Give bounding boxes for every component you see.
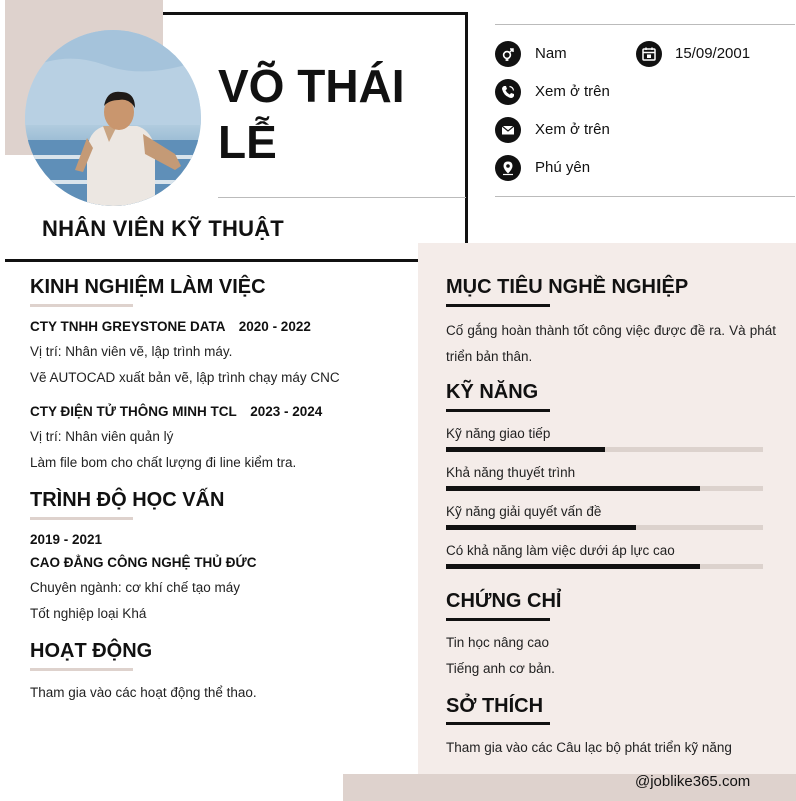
avatar [25,30,201,206]
skills-underline [446,409,550,412]
objective-underline [446,304,550,307]
contact-divider-top [495,24,795,25]
gender-value: Nam [535,45,567,62]
skills-title: KỸ NĂNG [446,381,539,403]
activities-title: HOẠT ĐỘNG [30,640,153,662]
certificate-1: Tin học nâng cao [446,635,550,650]
skill-1-fill [446,447,605,452]
name-line-1: VÕ THÁI [218,60,405,112]
header-divider [5,259,418,262]
email-icon [495,117,521,143]
education-major: Chuyên ngành: cơ khí chế tạo máy [30,580,240,595]
experience-underline [30,304,133,307]
experience-2-period: 2023 - 2024 [250,404,323,419]
name-line-2: LỄ [218,116,277,168]
experience-1-period: 2020 - 2022 [238,319,311,334]
activities-text: Tham gia vào các hoạt động thể thao. [30,685,257,700]
skill-2-fill [446,486,700,491]
hobbies-title: SỞ THÍCH [446,695,544,717]
skill-2-bar [446,486,763,491]
experience-2-description: Làm file bom cho chất lượng đi line kiểm tra. [30,455,297,470]
experience-1-description: Vẽ AUTOCAD xuất bản vẽ, lập trình chạy máy CNC [30,370,340,385]
objective-title: MỤC TIÊU NGHỀ NGHIỆP [446,276,689,298]
skill-4-fill [446,564,700,569]
phone-value: Xem ở trên [535,83,610,100]
experience-1-position: Vị trí: Nhân viên vẽ, lập trình máy. [30,344,233,359]
location-icon [495,155,521,181]
calendar-icon [636,41,662,67]
education-grade: Tốt nghiệp loại Khá [30,606,147,621]
certificates-underline [446,618,550,621]
contact-divider-bottom [495,196,795,197]
skill-4-bar [446,564,763,569]
certificates-title: CHỨNG CHỈ [446,590,562,612]
watermark-text: @joblike365.com [635,773,751,790]
name-divider [218,197,466,198]
education-title: TRÌNH ĐỘ HỌC VẤN [30,489,225,511]
education-underline [30,517,133,520]
certificate-2: Tiếng anh cơ bản. [446,661,555,676]
experience-2-position: Vị trí: Nhân viên quản lý [30,429,174,444]
phone-icon [495,79,521,105]
hobbies-text: Tham gia vào các Câu lạc bộ phát triển kỹ năng [446,740,732,755]
skill-1-bar [446,447,763,452]
skill-3-fill [446,525,636,530]
full-name [218,58,458,170]
experience-1-company: CTY TNHH GREYSTONE DATA 2020 - 2022 [30,319,311,334]
skill-2-label: Khả năng thuyết trình [446,465,576,480]
skill-3-label: Kỹ năng giải quyết vấn đề [446,504,602,519]
experience-title: KINH NGHIỆM LÀM VIỆC [30,276,266,298]
skill-1-label: Kỹ năng giao tiếp [446,426,551,441]
objective-text: Cố gắng hoàn thành tốt công việc được đề ra. Và phát triển bản thân. [446,323,776,364]
hobbies-underline [446,722,550,725]
education-school: CAO ĐẲNG CÔNG NGHỆ THỦ ĐỨC [30,555,257,570]
skill-4-label: Có khả năng làm việc dưới áp lực cao [446,543,675,558]
education-period: 2019 - 2021 [30,532,103,547]
job-title: NHÂN VIÊN KỸ THUẬT [42,216,284,241]
birthday-value: 15/09/2001 [675,45,751,62]
activities-underline [30,668,133,671]
email-value: Xem ở trên [535,121,610,138]
gender-icon [495,41,521,67]
experience-2-company: CTY ĐIỆN TỬ THÔNG MINH TCL 2023 - 2024 [30,404,323,419]
skill-3-bar [446,525,763,530]
address-value: Phú yên [535,159,591,176]
